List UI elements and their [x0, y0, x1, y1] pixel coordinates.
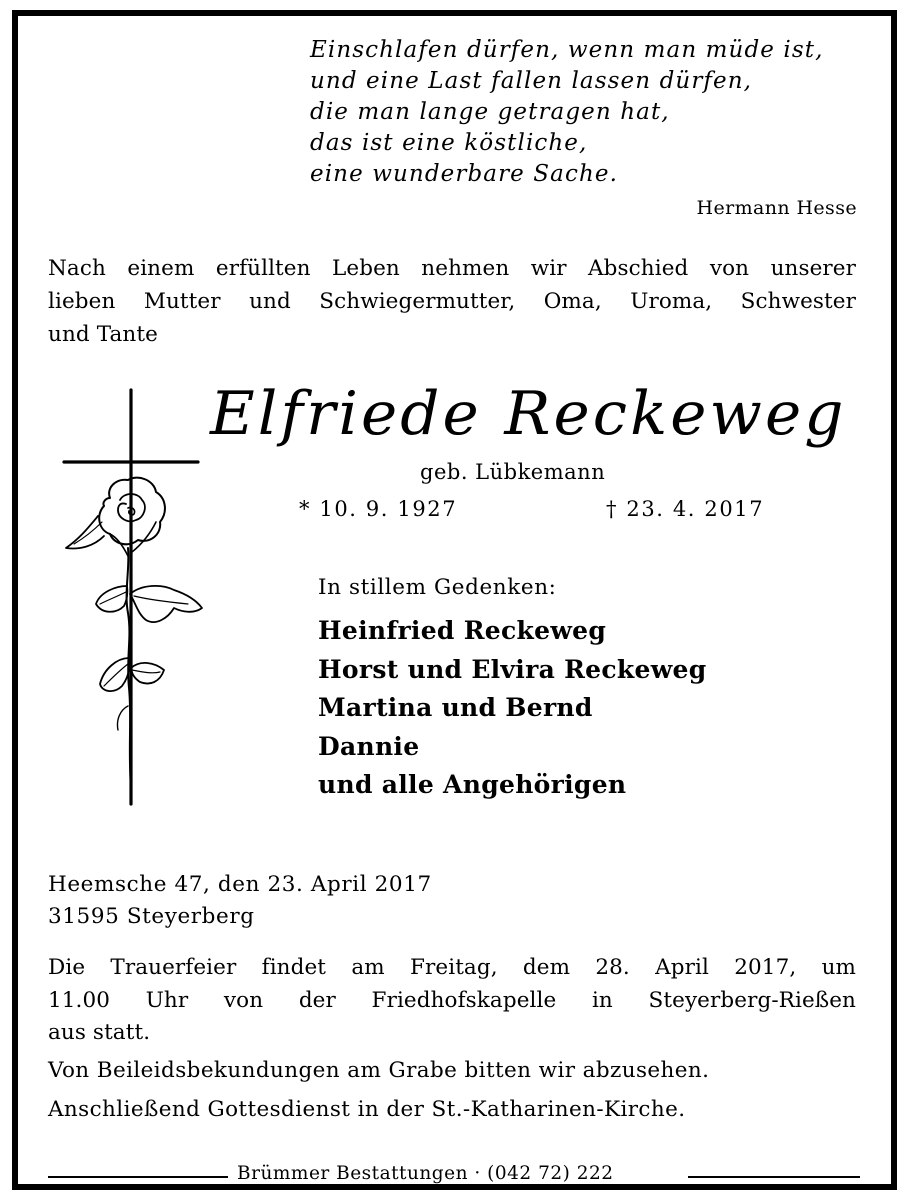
funeral-home-footer: Brümmer Bestattungen · (042 72) 222	[237, 1163, 614, 1184]
birth-name: geb. Lübkemann	[420, 460, 606, 484]
poem-line: die man lange getragen hat,	[310, 99, 670, 125]
poem-line: das ist eine köstliche,	[310, 130, 588, 156]
cross-rose-icon	[58, 388, 208, 808]
address-line: Heemsche 47, den 23. April 2017	[48, 872, 432, 897]
mourner-name: Horst und Elvira Reckeweg	[318, 654, 707, 684]
church-service-note: Anschließend Gottesdienst in der St.-Katharinen-Kirche.	[48, 1097, 686, 1122]
mourning-label: In stillem Gedenken:	[318, 575, 557, 600]
service-line: 11.00 Uhr von der Friedhofskapelle in Steyerberg-Rießen	[48, 987, 856, 1013]
mourner-name: Heinfried Reckeweg	[318, 616, 607, 645]
intro-line: Nach einem erfüllten Leben nehmen wir Abschied von unserer	[48, 256, 856, 281]
mourner-name: Dannie	[318, 731, 420, 761]
footer-rule-left	[48, 1176, 228, 1178]
poem	[310, 35, 855, 190]
mourner-name: und alle Angehörigen	[318, 770, 627, 799]
footer-rule-right	[688, 1176, 860, 1178]
birth-date: * 10. 9. 1927	[299, 497, 458, 521]
mourners-list	[318, 612, 707, 805]
poem-line: Einschlafen dürfen, wenn man müde ist,	[310, 37, 824, 63]
address-line: 31595 Steyerberg	[48, 904, 255, 929]
service-line: aus statt.	[48, 1020, 151, 1045]
deceased-name: Elfriede Reckeweg	[210, 379, 847, 449]
poem-line: und eine Last fallen lassen dürfen,	[310, 68, 753, 94]
intro-line: lieben Mutter und Schwiegermutter, Oma, Uroma, Schwester	[48, 289, 856, 314]
poem-author: Hermann Hesse	[696, 197, 857, 219]
intro-text	[48, 252, 856, 351]
death-date: † 23. 4. 2017	[606, 497, 765, 521]
mourner-name: Martina und Bernd	[318, 693, 593, 722]
condolence-note: Von Beileidsbekundungen am Grabe bitten wir abzusehen.	[48, 1058, 710, 1083]
poem-line: eine wunderbare Sache.	[310, 161, 618, 187]
intro-line: und Tante	[48, 322, 158, 347]
service-line: Die Trauerfeier findet am Freitag, dem 28. April 2017, um	[48, 955, 856, 980]
service-info	[48, 952, 856, 1050]
address-block	[48, 869, 432, 933]
